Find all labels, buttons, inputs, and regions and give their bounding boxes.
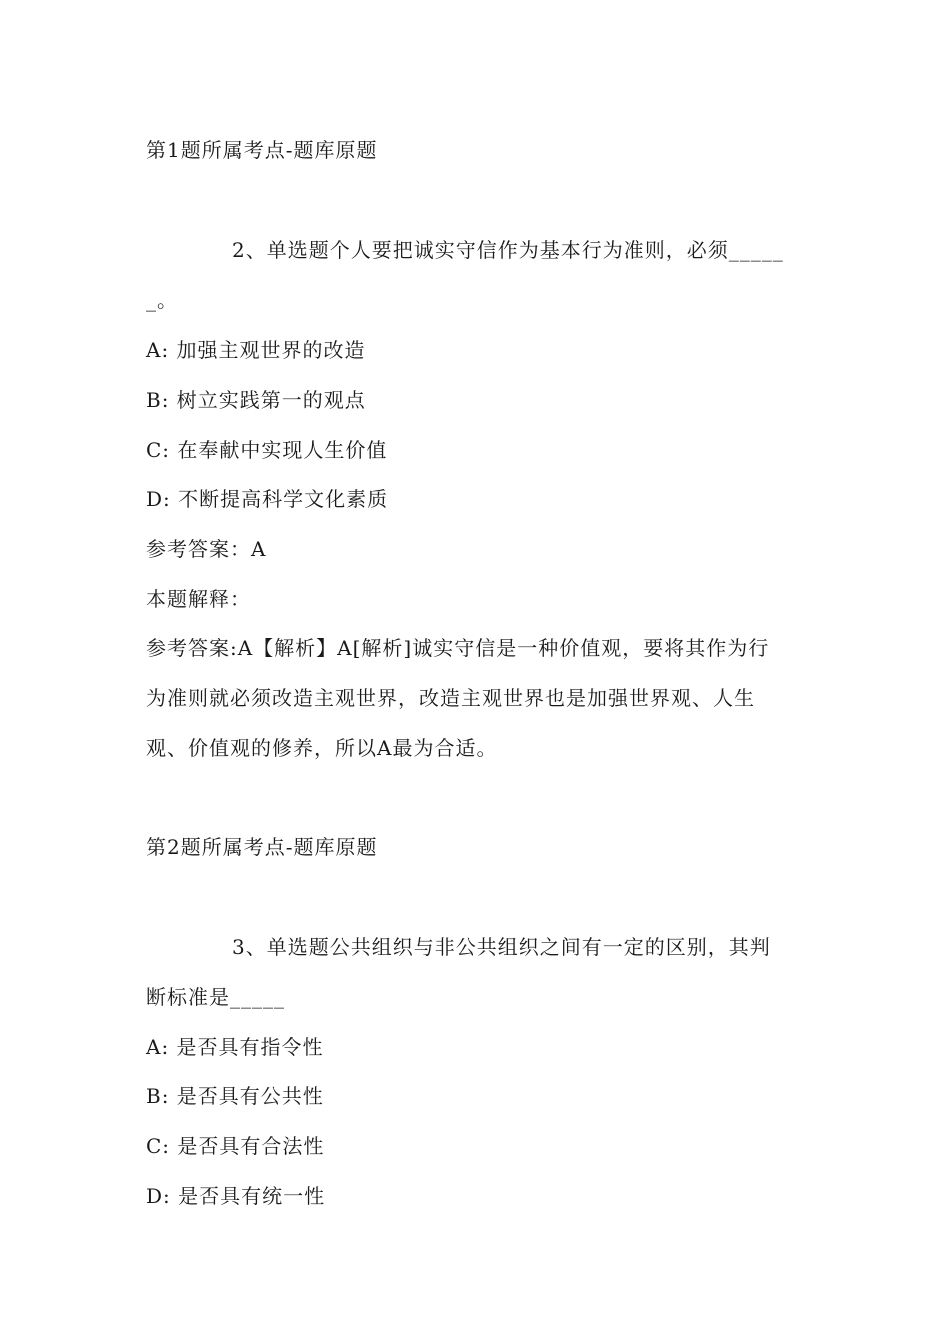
question-2-option-c: C: 在奉献中实现人生价值 <box>146 438 388 462</box>
question-2-explanation-line-1: 参考答案:A【解析】A[解析]诚实守信是一种价值观，要将其作为行 <box>146 636 770 660</box>
question-2-option-a: A: 加强主观世界的改造 <box>146 338 366 362</box>
topic-line-2: 第2题所属考点-题库原题 <box>146 835 378 859</box>
topic-line-1: 第1题所属考点-题库原题 <box>146 138 378 162</box>
question-2-option-d: D: 不断提高科学文化素质 <box>146 487 389 511</box>
question-3-line-1: 3、单选题公共组织与非公共组织之间有一定的区别，其判 <box>232 935 771 959</box>
question-2-explanation-line-3: 观、价值观的修养，所以A最为合适。 <box>146 736 498 760</box>
question-3-option-a: A: 是否具有指令性 <box>146 1035 324 1059</box>
question-2-explanation-label: 本题解释： <box>146 587 251 611</box>
question-3-option-d: D: 是否具有统一性 <box>146 1184 326 1208</box>
question-2-line-1: 2、单选题个人要把诚实守信作为基本行为准则，必须_____ <box>232 238 784 262</box>
question-2-line-2: _。 <box>146 288 178 312</box>
question-2-explanation-line-2: 为准则就必须改造主观世界，改造主观世界也是加强世界观、人生 <box>146 686 755 710</box>
question-3-option-c: C: 是否具有合法性 <box>146 1134 325 1158</box>
question-2-answer: 参考答案：A <box>146 537 267 561</box>
question-3-line-2: 断标准是_____ <box>146 985 285 1009</box>
question-2-option-b: B: 树立实践第一的观点 <box>146 388 366 412</box>
question-3-option-b: B: 是否具有公共性 <box>146 1084 324 1108</box>
